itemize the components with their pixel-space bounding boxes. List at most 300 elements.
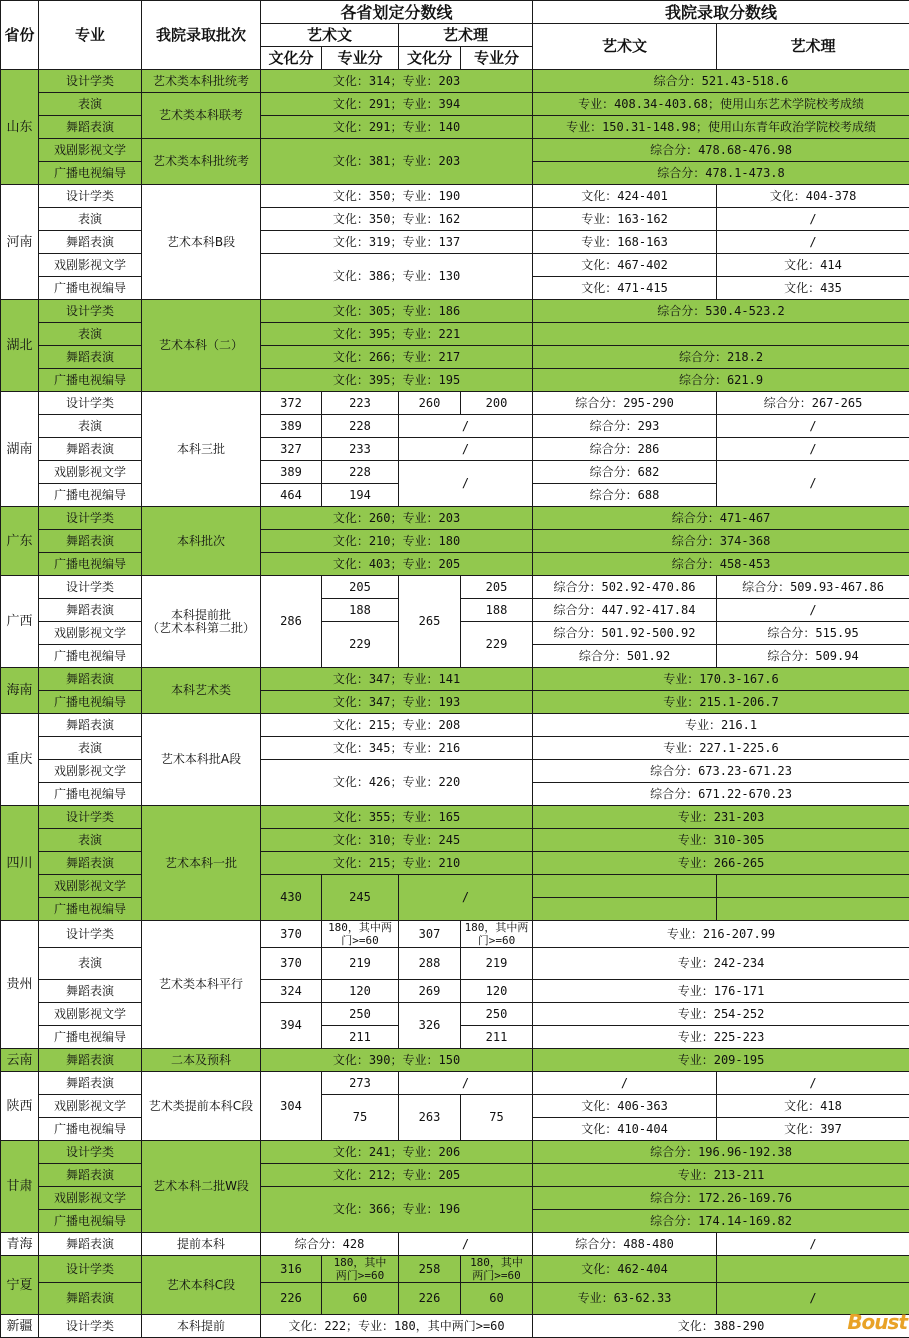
score-cell: 394	[261, 1003, 322, 1049]
header-major: 专业	[39, 1, 142, 70]
score-cell: 389	[261, 461, 322, 484]
batch-cell: 二本及预科	[142, 1049, 261, 1072]
province-cell: 贵州	[1, 921, 39, 1049]
major-cell: 舞蹈表演	[39, 714, 142, 737]
table-row	[1, 116, 909, 139]
score-cell: 专业：216-207.99	[533, 921, 909, 948]
score-cell: 263	[399, 1095, 461, 1141]
score-cell: 文化：355；专业：165	[261, 806, 533, 829]
major-cell: 舞蹈表演	[39, 1233, 142, 1256]
score-cell: 专业：170.3-167.6	[533, 668, 909, 691]
score-cell: 316	[261, 1256, 322, 1283]
table-row	[1, 1072, 909, 1095]
table-row	[1, 369, 909, 392]
table-row	[1, 392, 909, 415]
major-cell: 戏剧影视文学	[39, 461, 142, 484]
header-provincial-line: 各省划定分数线	[261, 1, 533, 24]
score-cell: 60	[461, 1283, 533, 1315]
score-cell: 464	[261, 484, 322, 507]
batch-cell: 艺术本科一批	[142, 806, 261, 921]
major-cell: 戏剧影视文学	[39, 1187, 142, 1210]
table-row	[1, 323, 909, 346]
batch-cell: 本科三批	[142, 392, 261, 507]
score-cell: /	[399, 461, 533, 507]
major-cell: 设计学类	[39, 300, 142, 323]
score-cell: 文化：390；专业：150	[261, 1049, 533, 1072]
score-cell: 文化：406-363	[533, 1095, 717, 1118]
major-cell: 广播电视编导	[39, 898, 142, 921]
table-row	[1, 737, 909, 760]
score-cell: 专业：266-265	[533, 852, 909, 875]
header-li-major: 专业分	[461, 47, 533, 70]
score-cell: 文化：222；专业：180，其中两门>=60	[261, 1315, 533, 1338]
score-cell	[533, 323, 909, 346]
province-cell: 湖南	[1, 392, 39, 507]
score-cell: 180，其中 两门>=60	[322, 1256, 399, 1283]
score-cell: 文化：212；专业：205	[261, 1164, 533, 1187]
major-cell: 表演	[39, 829, 142, 852]
score-cell: /	[717, 461, 909, 507]
major-cell: 广播电视编导	[39, 691, 142, 714]
score-cell: 综合分：673.23-671.23	[533, 760, 909, 783]
score-cell: 专业：63-62.33	[533, 1283, 717, 1315]
score-cell: 250	[322, 1003, 399, 1026]
score-cell: 文化：404-378	[717, 185, 909, 208]
major-cell: 设计学类	[39, 921, 142, 948]
score-cell: 75	[322, 1095, 399, 1141]
major-cell: 戏剧影视文学	[39, 760, 142, 783]
score-cell: 文化：350；专业：190	[261, 185, 533, 208]
province-cell: 新疆	[1, 1315, 39, 1338]
major-cell: 广播电视编导	[39, 783, 142, 806]
score-cell: 综合分：218.2	[533, 346, 909, 369]
major-cell: 广播电视编导	[39, 162, 142, 185]
table-row	[1, 1095, 909, 1118]
batch-cell: 艺术本科C段	[142, 1256, 261, 1315]
score-cell: 文化：424-401	[533, 185, 717, 208]
score-cell: 综合分：688	[533, 484, 717, 507]
score-cell: 专业：310-305	[533, 829, 909, 852]
table-row	[1, 461, 909, 484]
score-cell: 194	[322, 484, 399, 507]
score-cell: 文化：410-404	[533, 1118, 717, 1141]
major-cell: 广播电视编导	[39, 645, 142, 668]
batch-cell: 艺术本科（二）	[142, 300, 261, 392]
score-cell	[717, 898, 909, 921]
table-row	[1, 948, 909, 980]
table-row	[1, 438, 909, 461]
score-cell: 综合分：428	[261, 1233, 399, 1256]
score-cell: 专业：209-195	[533, 1049, 909, 1072]
score-cell: 综合分：458-453	[533, 553, 909, 576]
score-cell: 专业：176-171	[533, 980, 909, 1003]
score-cell: 120	[461, 980, 533, 1003]
major-cell: 舞蹈表演	[39, 852, 142, 875]
score-cell: /	[399, 438, 533, 461]
score-cell: 专业：254-252	[533, 1003, 909, 1026]
score-cell: 219	[322, 948, 399, 980]
score-cell: 211	[461, 1026, 533, 1049]
score-cell: 229	[322, 622, 399, 668]
major-cell: 表演	[39, 948, 142, 980]
score-cell: 304	[261, 1072, 322, 1141]
score-cell: 205	[461, 576, 533, 599]
header-wen-culture: 文化分	[261, 47, 322, 70]
major-cell: 表演	[39, 737, 142, 760]
major-cell: 舞蹈表演	[39, 1283, 142, 1315]
major-cell: 舞蹈表演	[39, 1072, 142, 1095]
major-cell: 舞蹈表演	[39, 599, 142, 622]
table-row	[1, 231, 909, 254]
score-cell: 219	[461, 948, 533, 980]
header-art-li: 艺术理	[399, 24, 533, 47]
table-row	[1, 1233, 909, 1256]
score-cell: 专业：150.31-148.98；使用山东青年政治学院校考成绩	[533, 116, 909, 139]
score-cell: /	[533, 1072, 717, 1095]
score-cell: 文化：395；专业：195	[261, 369, 533, 392]
major-cell: 广播电视编导	[39, 1210, 142, 1233]
score-cell: 文化：471-415	[533, 277, 717, 300]
score-cell: 文化：291；专业：394	[261, 93, 533, 116]
header-school-art-wen: 艺术文	[533, 24, 717, 70]
score-cell: 综合分：509.94	[717, 645, 909, 668]
table-row	[1, 1315, 909, 1338]
table-row	[1, 714, 909, 737]
batch-cell: 艺术本科二批W段	[142, 1141, 261, 1233]
major-cell: 舞蹈表演	[39, 346, 142, 369]
table-row	[1, 70, 909, 93]
province-cell: 山东	[1, 70, 39, 185]
score-cell: 专业：163-162	[533, 208, 717, 231]
score-cell: 188	[322, 599, 399, 622]
table-row	[1, 1141, 909, 1164]
header-school-art-li: 艺术理	[717, 24, 909, 70]
score-cell: 273	[322, 1072, 399, 1095]
major-cell: 舞蹈表演	[39, 231, 142, 254]
major-cell: 广播电视编导	[39, 369, 142, 392]
major-cell: 广播电视编导	[39, 277, 142, 300]
score-cell: 文化：386；专业：130	[261, 254, 533, 300]
score-cell: 综合分：682	[533, 461, 717, 484]
score-cell: 文化：314；专业：203	[261, 70, 533, 93]
batch-cell: 艺术本科B段	[142, 185, 261, 300]
table-row	[1, 254, 909, 277]
score-cell: /	[717, 208, 909, 231]
score-cell: 245	[322, 875, 399, 921]
score-cell: 文化：241；专业：206	[261, 1141, 533, 1164]
major-cell: 舞蹈表演	[39, 1164, 142, 1187]
batch-cell: 艺术本科批A段	[142, 714, 261, 806]
major-cell: 设计学类	[39, 1141, 142, 1164]
score-cell: 269	[399, 980, 461, 1003]
province-cell: 陕西	[1, 1072, 39, 1141]
score-cell: 专业：227.1-225.6	[533, 737, 909, 760]
table-row	[1, 1187, 909, 1210]
table-row	[1, 300, 909, 323]
major-cell: 表演	[39, 415, 142, 438]
score-cell: 专业：215.1-206.7	[533, 691, 909, 714]
table-row	[1, 806, 909, 829]
score-cell	[533, 875, 717, 898]
major-cell: 广播电视编导	[39, 553, 142, 576]
score-cell: /	[399, 415, 533, 438]
score-cell: /	[717, 1233, 909, 1256]
major-cell: 广播电视编导	[39, 484, 142, 507]
score-cell: 综合分：196.96-192.38	[533, 1141, 909, 1164]
score-cell: 260	[399, 392, 461, 415]
score-cell: 文化：366；专业：196	[261, 1187, 533, 1233]
major-cell: 戏剧影视文学	[39, 1095, 142, 1118]
major-cell: 设计学类	[39, 185, 142, 208]
score-cell: 综合分：671.22-670.23	[533, 783, 909, 806]
score-cell: 307	[399, 921, 461, 948]
score-cell: /	[717, 438, 909, 461]
major-cell: 舞蹈表演	[39, 438, 142, 461]
score-cell: /	[717, 415, 909, 438]
table-row	[1, 668, 909, 691]
province-cell: 广西	[1, 576, 39, 668]
score-cell: /	[399, 875, 533, 921]
score-cell: 226	[261, 1283, 322, 1315]
score-cell: 文化：350；专业：162	[261, 208, 533, 231]
score-cell: 文化：414	[717, 254, 909, 277]
score-cell: 综合分：515.95	[717, 622, 909, 645]
score-cell: 综合分：501.92-500.92	[533, 622, 717, 645]
score-cell: 文化：426；专业：220	[261, 760, 533, 806]
major-cell: 舞蹈表演	[39, 668, 142, 691]
score-cell: /	[717, 1283, 909, 1315]
batch-cell: 本科提前批 （艺术本科第二批）	[142, 576, 261, 668]
score-cell: 226	[399, 1283, 461, 1315]
major-cell: 戏剧影视文学	[39, 875, 142, 898]
score-cell: 专业：225-223	[533, 1026, 909, 1049]
batch-cell: 艺术类本科批统考	[142, 139, 261, 185]
score-cell: 211	[322, 1026, 399, 1049]
header-art-wen: 艺术文	[261, 24, 399, 47]
score-cell: 250	[461, 1003, 533, 1026]
province-cell: 青海	[1, 1233, 39, 1256]
score-cell: 文化：310；专业：245	[261, 829, 533, 852]
score-cell: 228	[322, 415, 399, 438]
score-cell: /	[399, 1072, 533, 1095]
major-cell: 设计学类	[39, 1315, 142, 1338]
province-cell: 云南	[1, 1049, 39, 1072]
major-cell: 戏剧影视文学	[39, 139, 142, 162]
score-cell: 文化：388-290	[533, 1315, 909, 1338]
major-cell: 设计学类	[39, 1256, 142, 1283]
batch-cell: 艺术类提前本科C段	[142, 1072, 261, 1141]
score-cell: 228	[322, 461, 399, 484]
major-cell: 设计学类	[39, 806, 142, 829]
score-cell: 综合分：293	[533, 415, 717, 438]
score-cell: 430	[261, 875, 322, 921]
table-row	[1, 530, 909, 553]
batch-cell: 本科批次	[142, 507, 261, 576]
score-cell: 389	[261, 415, 322, 438]
score-cell: 370	[261, 921, 322, 948]
batch-cell: 本科提前	[142, 1315, 261, 1338]
header-school-line: 我院录取分数线	[533, 1, 909, 24]
table-row	[1, 553, 909, 576]
province-cell: 甘肃	[1, 1141, 39, 1233]
score-cell: 文化：381；专业：203	[261, 139, 533, 185]
score-cell: 专业：213-211	[533, 1164, 909, 1187]
score-cell: 综合分：501.92	[533, 645, 717, 668]
major-cell: 广播电视编导	[39, 1026, 142, 1049]
score-cell: 180，其中两 门>=60	[461, 921, 533, 948]
score-cell: 综合分：471-467	[533, 507, 909, 530]
score-cell: 综合分：478.1-473.8	[533, 162, 909, 185]
major-cell: 戏剧影视文学	[39, 254, 142, 277]
province-cell: 湖北	[1, 300, 39, 392]
header-batch: 我院录取批次	[142, 1, 261, 70]
score-cell: 文化：467-402	[533, 254, 717, 277]
table-row	[1, 93, 909, 116]
score-cell: 文化：215；专业：210	[261, 852, 533, 875]
score-cell: 综合分：447.92-417.84	[533, 599, 717, 622]
score-cell: 75	[461, 1095, 533, 1141]
score-cell: 文化：260；专业：203	[261, 507, 533, 530]
major-cell: 设计学类	[39, 70, 142, 93]
table-row	[1, 852, 909, 875]
table-row	[1, 760, 909, 783]
header-li-culture: 文化分	[399, 47, 461, 70]
score-cell: 专业：408.34-403.68；使用山东艺术学院校考成绩	[533, 93, 909, 116]
major-cell: 表演	[39, 323, 142, 346]
batch-cell: 提前本科	[142, 1233, 261, 1256]
score-cell: 文化：462-404	[533, 1256, 717, 1283]
table-row	[1, 1283, 909, 1315]
score-cell: 综合分：521.43-518.6	[533, 70, 909, 93]
major-cell: 舞蹈表演	[39, 980, 142, 1003]
score-cell: 专业：168-163	[533, 231, 717, 254]
score-cell: 文化：305；专业：186	[261, 300, 533, 323]
score-cell: 综合分：286	[533, 438, 717, 461]
score-cell: 205	[322, 576, 399, 599]
major-cell: 表演	[39, 93, 142, 116]
major-cell: 舞蹈表演	[39, 1049, 142, 1072]
score-cell: 文化：347；专业：193	[261, 691, 533, 714]
score-cell: 188	[461, 599, 533, 622]
score-cell: 120	[322, 980, 399, 1003]
score-cell: 文化：418	[717, 1095, 909, 1118]
score-cell: 文化：215；专业：208	[261, 714, 533, 737]
major-cell: 舞蹈表演	[39, 530, 142, 553]
score-cell	[717, 875, 909, 898]
province-cell: 海南	[1, 668, 39, 714]
score-cell: 专业：242-234	[533, 948, 909, 980]
score-cell: 文化：395；专业：221	[261, 323, 533, 346]
table-row	[1, 208, 909, 231]
table-row	[1, 1003, 909, 1026]
table-row	[1, 691, 909, 714]
table-row	[1, 829, 909, 852]
score-cell: 258	[399, 1256, 461, 1283]
province-cell: 重庆	[1, 714, 39, 806]
score-cell: 327	[261, 438, 322, 461]
province-cell: 宁夏	[1, 1256, 39, 1315]
major-cell: 戏剧影视文学	[39, 1003, 142, 1026]
score-cell: 229	[461, 622, 533, 668]
table-row	[1, 1049, 909, 1072]
batch-cell: 艺术类本科联考	[142, 93, 261, 139]
table-row	[1, 1164, 909, 1187]
score-cell: /	[717, 231, 909, 254]
major-cell: 设计学类	[39, 507, 142, 530]
score-cell: /	[399, 1233, 533, 1256]
score-cell: 文化：345；专业：216	[261, 737, 533, 760]
score-cell: 文化：403；专业：205	[261, 553, 533, 576]
batch-cell: 本科艺术类	[142, 668, 261, 714]
score-cell: 综合分：530.4-523.2	[533, 300, 909, 323]
score-cell: 223	[322, 392, 399, 415]
score-cell: 180，其中 两门>=60	[461, 1256, 533, 1283]
province-cell: 广东	[1, 507, 39, 576]
score-cell: 60	[322, 1283, 399, 1315]
score-cell: 文化：347；专业：141	[261, 668, 533, 691]
score-cell: 265	[399, 576, 461, 668]
table-row	[1, 415, 909, 438]
score-cell: 286	[261, 576, 322, 668]
table-row	[1, 507, 909, 530]
score-cell: 文化：319；专业：137	[261, 231, 533, 254]
score-cell: 233	[322, 438, 399, 461]
score-cell: 文化：210；专业：180	[261, 530, 533, 553]
score-cell: 326	[399, 1003, 461, 1049]
score-cell: 综合分：267-265	[717, 392, 909, 415]
table-body	[1, 70, 909, 1338]
score-cell: 200	[461, 392, 533, 415]
watermark-logo: Boust	[847, 1310, 907, 1334]
major-cell: 表演	[39, 208, 142, 231]
score-cell: 专业：231-203	[533, 806, 909, 829]
batch-cell: 艺术类本科平行	[142, 921, 261, 1049]
score-cell: 综合分：174.14-169.82	[533, 1210, 909, 1233]
score-cell: /	[717, 599, 909, 622]
header-province: 省份	[1, 1, 39, 70]
score-cell: 综合分：295-290	[533, 392, 717, 415]
province-cell: 河南	[1, 185, 39, 300]
table-row	[1, 875, 909, 898]
score-cell: 综合分：621.9	[533, 369, 909, 392]
table-row	[1, 980, 909, 1003]
score-cell	[717, 1256, 909, 1283]
score-cell: 370	[261, 948, 322, 980]
score-cell: 288	[399, 948, 461, 980]
table-row	[1, 1256, 909, 1283]
score-cell: 文化：266；专业：217	[261, 346, 533, 369]
table-row	[1, 346, 909, 369]
major-cell: 广播电视编导	[39, 1118, 142, 1141]
score-cell: 文化：397	[717, 1118, 909, 1141]
major-cell: 设计学类	[39, 392, 142, 415]
score-cell: 综合分：374-368	[533, 530, 909, 553]
score-cell	[533, 898, 717, 921]
score-cell: 综合分：488-480	[533, 1233, 717, 1256]
score-cell: 324	[261, 980, 322, 1003]
score-cell: 180，其中两 门>=60	[322, 921, 399, 948]
score-cell: /	[717, 1072, 909, 1095]
score-cell: 综合分：478.68-476.98	[533, 139, 909, 162]
score-cell: 专业：216.1	[533, 714, 909, 737]
table-row	[1, 576, 909, 599]
batch-cell: 艺术类本科批统考	[142, 70, 261, 93]
major-cell: 戏剧影视文学	[39, 622, 142, 645]
score-cell: 文化：435	[717, 277, 909, 300]
major-cell: 舞蹈表演	[39, 116, 142, 139]
table-row	[1, 921, 909, 948]
score-cell: 372	[261, 392, 322, 415]
